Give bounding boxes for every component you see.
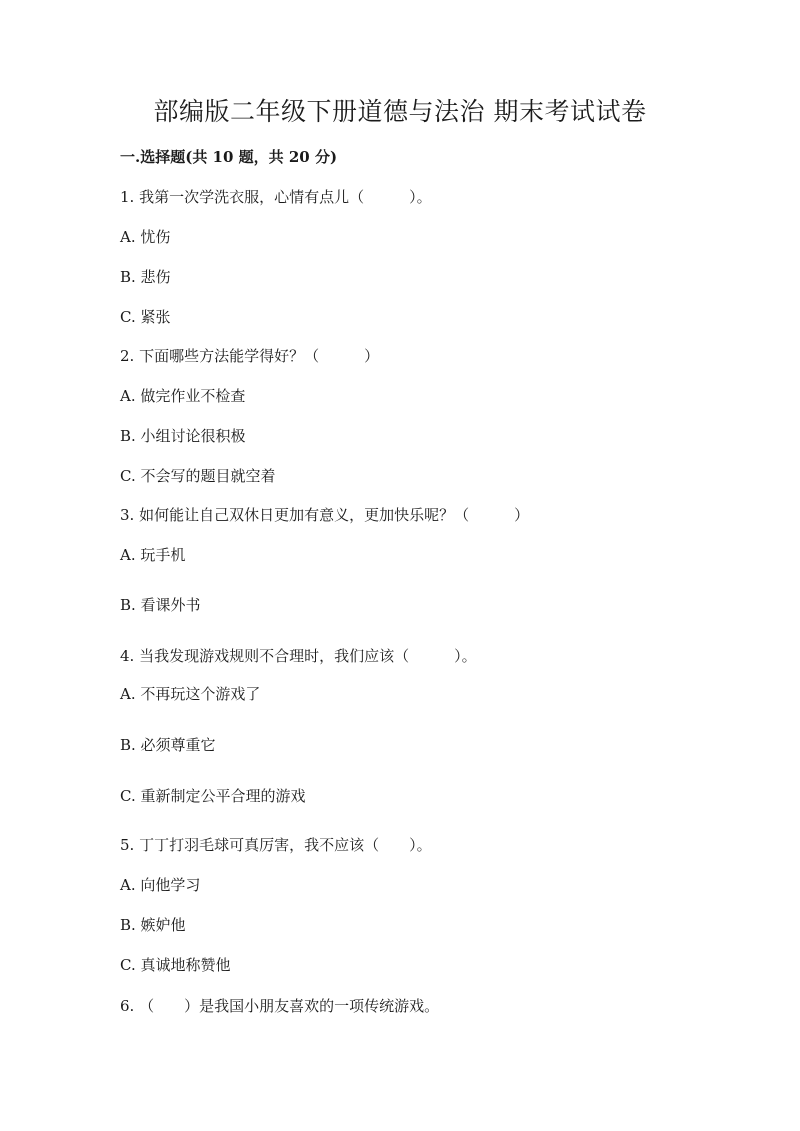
question-2-option-b: B. 小组讨论很积极: [120, 427, 246, 445]
question-5-option-b: B. 嫉妒他: [120, 916, 186, 934]
question-3-option-a: A. 玩手机: [120, 546, 186, 564]
question-2-option-a: A. 做完作业不检查: [120, 387, 246, 405]
question-stem-3: 3. 如何能让自己双休日更加有意义，更加快乐呢？（ ）: [120, 506, 530, 524]
section-heading: 一.选择题(共 10 题，共 20 分): [120, 148, 338, 166]
question-5-option-a: A. 向他学习: [120, 876, 201, 894]
question-1-option-c: C. 紧张: [120, 308, 171, 326]
question-4-option-a: A. 不再玩这个游戏了: [120, 685, 261, 703]
question-1-option-b: B. 悲伤: [120, 268, 171, 286]
question-stem-4: 4. 当我发现游戏规则不合理时，我们应该（ ）。: [120, 647, 477, 665]
question-stem-6: 6. （ ）是我国小朋友喜欢的一项传统游戏。: [120, 997, 440, 1015]
question-1-option-a: A. 忧伤: [120, 228, 171, 246]
question-stem-1: 1. 我第一次学洗衣服，心情有点儿（ ）。: [120, 188, 432, 206]
question-stem-5: 5. 丁丁打羽毛球可真厉害，我不应该（ ）。: [120, 836, 432, 854]
question-4-option-c: C. 重新制定公平合理的游戏: [120, 787, 306, 805]
question-5-option-c: C. 真诚地称赞他: [120, 956, 231, 974]
question-stem-2: 2. 下面哪些方法能学得好？（ ）: [120, 347, 380, 365]
page-title: 部编版二年级下册道德与法治 期末考试试卷: [153, 97, 647, 126]
question-4-option-b: B. 必须尊重它: [120, 736, 216, 754]
question-3-option-b: B. 看课外书: [120, 596, 201, 614]
question-2-option-c: C. 不会写的题目就空着: [120, 467, 276, 485]
